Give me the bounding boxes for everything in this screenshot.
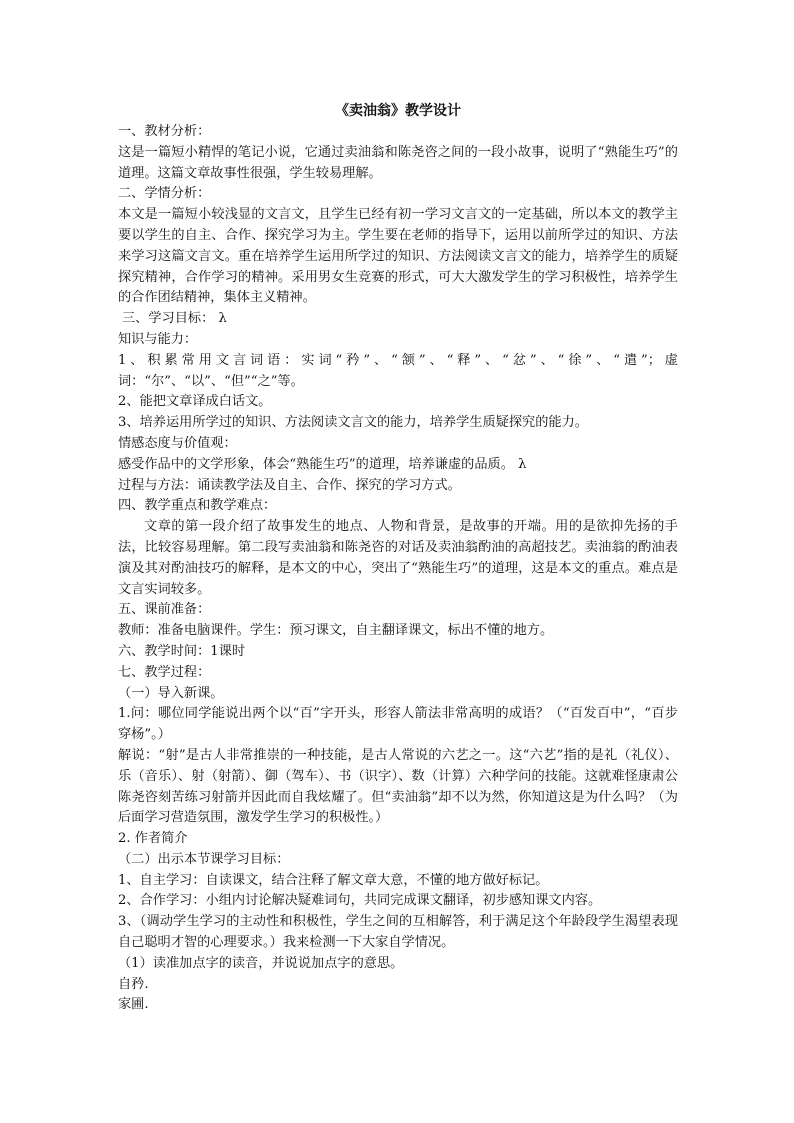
- goal-item-1: 1、积累常用文言词语：实词“矜”、“颔”、“释”、“忿”、“徐”、“遣”；虚词：“尔”、“以”、“但”“之”等。: [118, 352, 678, 389]
- paragraph-emotion-values: 感受作品中的文学形象，体会“熟能生巧”的道理，培养谦虚的品质。 λ: [118, 456, 527, 472]
- item-author-intro: 2. 作者简介: [118, 831, 188, 847]
- subheading-emotion-values: 情感态度与价值观：: [118, 435, 237, 451]
- heading-learning-goals: 三、学习目标： λ: [122, 311, 227, 327]
- goal-item-2: 2、能把文章译成白话文。: [118, 394, 272, 410]
- paragraph-explanation: 解说：“射”是古人非常推崇的一种技能，是古人常说的六艺之一。这“六艺”指的是礼（礼仪）、乐（音乐）、射（射箭）、御（驾车）、书（识字）、数（计算）六种学问的技能。这就难怪康肃公陈尧咨刻苦练习射箭并因此而自我炫耀了。但“卖油翁”却不以为然，你知道这是为什么吗？（为后面学习营造氛围，激发学生学习的积极性。）: [118, 747, 678, 826]
- paragraph-student-analysis: 本文是一篇短小较浅显的文言文，且学生已经有初一学习文言文的一定基础，所以本文的教学主要以学生的自主、合作、探究学习为主。学生要在老师的指导下，运用以前所学过的知识、方法来学习这篇文言文。重在培养学生运用所学过的知识、方法阅读文言文的能力，培养学生的质疑探究精神，合作学习的精神。采用男女生竞赛的形式，可大大激发学生的学习积极性，培养学生的合作团结精神，集体主义精神。: [118, 207, 678, 306]
- heading-key-difficult-points: 四、教学重点和教学难点：: [118, 498, 277, 514]
- heading-textbook-analysis: 一、教材分析：: [118, 124, 211, 139]
- heading-preparation: 五、课前准备：: [118, 602, 211, 618]
- paragraph-preparation: 教师：准备电脑课件。学生：预习课文，自主翻译课文，标出不懂的地方。: [118, 623, 554, 639]
- paragraph-key-difficult-points: 文章的第一段介绍了故事发生的地点、人物和背景，是故事的开端。用的是欲抑先扬的手法，比较容易理解。第二段写卖油翁和陈尧咨的对话及卖油翁酌油的高超技艺。卖油翁的酌油表演及其对酌油技巧的解释，是本文的中心，突出了“熟能生巧”的道理，这是本文的重点。难点是文言实词较多。: [118, 519, 678, 597]
- heading-student-analysis: 二、学情分析：: [118, 186, 211, 202]
- lesson-goal-1: 1、自主学习：自读课文，结合注释了解文章大意，不懂的地方做好标记。: [118, 872, 549, 888]
- subheading-lesson-goals: （二）出示本节课学习目标：: [118, 851, 290, 867]
- heading-teaching-process: 七、教学过程：: [118, 664, 211, 680]
- subheading-knowledge-ability: 知识与能力：: [118, 331, 198, 347]
- document-page: [118, 101, 678, 1016]
- paragraph-question: 1.问：哪位同学能说出两个以“百”字开头，形容人箭法非常高明的成语？（“百发百中”，“百步穿杨”。）: [118, 706, 678, 743]
- paragraph-textbook-analysis: 这是一篇短小精悍的笔记小说，它通过卖油翁和陈尧咨之间的一段小故事，说明了“熟能生巧”的道理。这篇文章故事性很强，学生较易理解。: [118, 144, 678, 181]
- goal-item-3: 3、培养运用所学过的知识、方法阅读文言文的能力，培养学生质疑探究的能力。: [118, 415, 588, 431]
- lesson-goal-2: 2、合作学习：小组内讨论解决疑难词句，共同完成课文翻译，初步感知课文内容。: [118, 893, 602, 909]
- paragraph-process-method: 过程与方法：诵读教学法及自主、合作、探究的学习方式。: [118, 477, 461, 493]
- exercise-instruction: （1）读准加点字的读音，并说说加点字的意思。: [118, 955, 404, 971]
- lesson-goal-3: 3、（调动学生学习的主动性和积极性，学生之间的互相解答，利于满足这个年龄段学生渴望表现自己聪明才智的心理要求。）我来检测一下大家自学情况。: [118, 914, 678, 951]
- exercise-word-1: 自矜.: [118, 976, 149, 992]
- subheading-introduction: （一）导入新课。: [118, 685, 224, 701]
- exercise-word-2: 家圃.: [118, 997, 149, 1013]
- document-title: 《卖油翁》教学设计: [335, 103, 461, 119]
- heading-teaching-time: 六、教学时间：1课时: [118, 643, 246, 659]
